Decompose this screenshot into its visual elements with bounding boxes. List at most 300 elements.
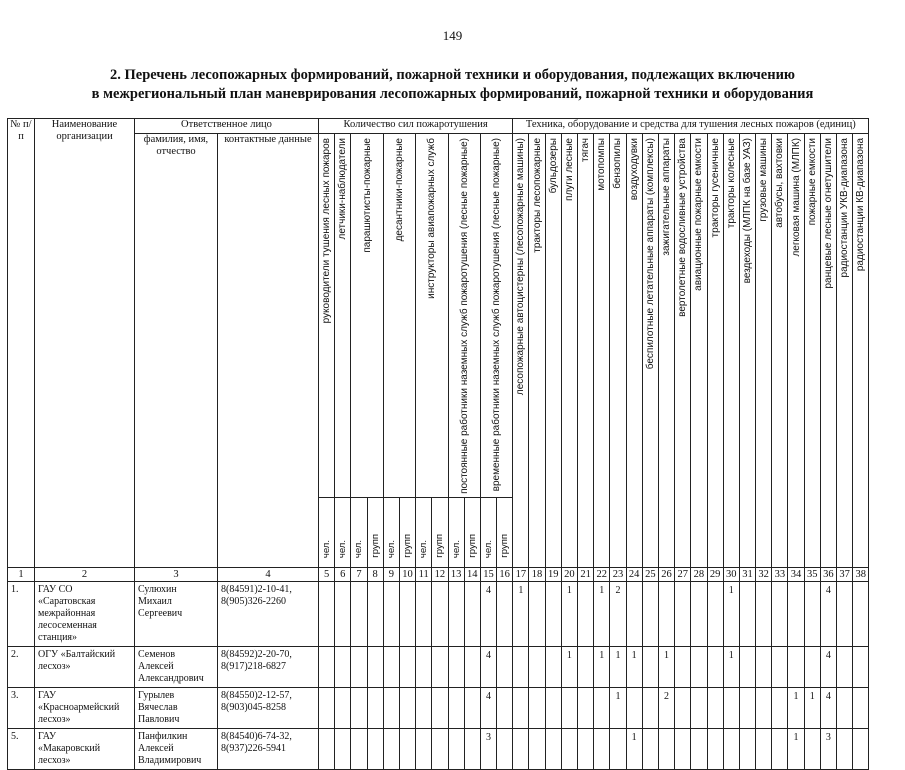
value-cell: [642, 581, 658, 646]
unit-label: чел.: [353, 539, 365, 558]
value-cell: [529, 646, 545, 687]
equipment-column-header: [772, 134, 788, 568]
unit-header: [448, 497, 464, 567]
header-equipment: Техника, оборудование и средства для тушения лесных пожаров (единиц): [513, 119, 869, 134]
title-line-1: 2. Перечень лесопожарных формирований, пожарной техники и оборудования, подлежащих включению: [109, 67, 796, 83]
value-cell: [756, 687, 772, 728]
responsible-person-line: Алексей: [138, 660, 174, 672]
force-group-label: руководители тушения лесных пожаров: [321, 138, 333, 324]
value-cell: [756, 646, 772, 687]
value-cell: [788, 581, 804, 646]
unit-label: чел.: [482, 539, 494, 558]
header-fio: фамилия, имя, отчество: [135, 134, 218, 568]
value-cell: [626, 581, 642, 646]
value-cell: [529, 728, 545, 769]
header-num: № п/п: [8, 119, 35, 568]
value-cell: [545, 728, 561, 769]
column-number: 7: [351, 567, 367, 581]
column-number: 23: [610, 567, 626, 581]
unit-label: чел.: [337, 539, 349, 558]
value-cell: 4: [480, 581, 496, 646]
responsible-person-line: Сергеевич: [138, 607, 183, 619]
value-cell: [513, 646, 529, 687]
equipment-column-header: [756, 134, 772, 568]
value-cell: 1: [561, 646, 577, 687]
value-cell: [837, 687, 853, 728]
value-cell: 1: [723, 581, 739, 646]
column-number: 38: [853, 567, 869, 581]
table-row: [8, 728, 869, 769]
value-cell: 1: [788, 687, 804, 728]
value-cell: [351, 581, 367, 646]
contact-data-line: 8(917)218-6827: [221, 660, 286, 672]
value-cell: [464, 687, 480, 728]
value-cell: [675, 646, 691, 687]
value-cell: [448, 687, 464, 728]
responsible-person: [135, 581, 218, 646]
force-group-label: десантники-пожарные: [393, 138, 405, 242]
force-group-label: постоянные работники наземных служб пожаротушения (лесные пожарные): [458, 138, 470, 494]
value-cell: [658, 581, 674, 646]
value-cell: [707, 687, 723, 728]
equipment-column-label: тракторы гусеничные: [709, 138, 721, 238]
column-number: 22: [594, 567, 610, 581]
responsible-person: [135, 728, 218, 769]
value-cell: [432, 581, 448, 646]
value-cell: [448, 728, 464, 769]
equipment-column-label: вертолетные водосливные устройства: [677, 138, 689, 317]
value-cell: [642, 728, 658, 769]
value-cell: [691, 581, 707, 646]
value-cell: [804, 646, 820, 687]
value-cell: [399, 581, 415, 646]
force-group-header: [351, 134, 383, 498]
value-cell: [658, 728, 674, 769]
force-group-label: парашютисты-пожарные: [361, 138, 373, 253]
unit-label: групп: [499, 534, 511, 558]
value-cell: [351, 646, 367, 687]
value-cell: [545, 687, 561, 728]
value-cell: [853, 646, 869, 687]
page-number: 149: [442, 28, 463, 43]
value-cell: [772, 581, 788, 646]
value-cell: [707, 581, 723, 646]
contact-data-line: 8(937)226-5941: [221, 742, 286, 754]
value-cell: [335, 687, 351, 728]
value-cell: [545, 646, 561, 687]
value-cell: 4: [820, 581, 836, 646]
value-cell: 4: [480, 687, 496, 728]
force-group-header: [448, 134, 480, 498]
header-responsible: Ответственное лицо: [135, 119, 319, 134]
column-number: 10: [399, 567, 415, 581]
column-number: 31: [739, 567, 755, 581]
equipment-column-label: зажигательные аппараты: [661, 138, 673, 256]
organization-name-line: лесосеменная: [38, 619, 97, 631]
column-number: 2: [35, 567, 135, 581]
value-cell: 4: [820, 687, 836, 728]
equipment-column-header: [594, 134, 610, 568]
page-title: [0, 66, 905, 104]
value-cell: [367, 728, 383, 769]
value-cell: [464, 581, 480, 646]
unit-label: групп: [434, 534, 446, 558]
value-cell: 2: [658, 687, 674, 728]
unit-header: [351, 497, 367, 567]
value-cell: [578, 581, 594, 646]
column-number: 20: [561, 567, 577, 581]
contact-data: [218, 581, 319, 646]
value-cell: [399, 728, 415, 769]
value-cell: [383, 687, 399, 728]
unit-header: [480, 497, 496, 567]
value-cell: 4: [820, 646, 836, 687]
organization-name-line: «Саратовская: [38, 595, 96, 607]
table-row: [8, 687, 869, 728]
value-cell: [739, 581, 755, 646]
value-cell: [837, 581, 853, 646]
column-number: 28: [691, 567, 707, 581]
column-number: 13: [448, 567, 464, 581]
column-number: 11: [416, 567, 432, 581]
force-group-header: [319, 134, 335, 498]
value-cell: [529, 581, 545, 646]
responsible-person: [135, 646, 218, 687]
equipment-column-header: [610, 134, 626, 568]
column-number: 34: [788, 567, 804, 581]
value-cell: [691, 728, 707, 769]
column-number: 25: [642, 567, 658, 581]
value-cell: [335, 728, 351, 769]
responsible-person-line: Вячеслав: [138, 701, 178, 713]
value-cell: [772, 646, 788, 687]
equipment-column-label: ранцевые лесные огнетушители: [822, 138, 834, 289]
unit-header: [399, 497, 415, 567]
value-cell: [739, 687, 755, 728]
value-cell: [707, 646, 723, 687]
equipment-column-label: беспилотные летательные аппараты (комплексы): [644, 138, 656, 370]
value-cell: 1: [610, 687, 626, 728]
value-cell: 4: [480, 646, 496, 687]
value-cell: [756, 581, 772, 646]
equipment-column-label: тракторы колесные: [725, 138, 737, 229]
responsible-person-line: Владимирович: [138, 754, 202, 766]
header-org: Наименование организации: [35, 119, 135, 568]
unit-label: групп: [402, 534, 414, 558]
value-cell: [432, 646, 448, 687]
value-cell: [399, 687, 415, 728]
organization-name-line: межрайонная: [38, 607, 96, 619]
value-cell: [367, 687, 383, 728]
value-cell: [675, 687, 691, 728]
value-cell: [837, 728, 853, 769]
equipment-column-label: воздуходувки: [628, 138, 640, 201]
value-cell: [594, 687, 610, 728]
unit-header: [497, 497, 513, 567]
value-cell: [416, 687, 432, 728]
equipment-column-header: [788, 134, 804, 568]
value-cell: 2: [610, 581, 626, 646]
responsible-person-line: Гурылев: [138, 689, 175, 701]
equipment-column-header: [820, 134, 836, 568]
header-contacts: контактные данные: [218, 134, 319, 568]
value-cell: 1: [626, 646, 642, 687]
value-cell: [464, 728, 480, 769]
equipment-column-label: плуги лесные: [563, 138, 575, 201]
organization-name: [35, 581, 135, 646]
column-number: 6: [335, 567, 351, 581]
value-cell: [561, 728, 577, 769]
value-cell: [497, 728, 513, 769]
value-cell: [513, 728, 529, 769]
header-row-labels: [8, 134, 869, 498]
equipment-column-header: [561, 134, 577, 568]
column-number: 19: [545, 567, 561, 581]
column-number: 33: [772, 567, 788, 581]
value-cell: [642, 687, 658, 728]
responsible-person-line: Павлович: [138, 713, 180, 725]
value-cell: [772, 687, 788, 728]
organization-name-line: ОГУ «Балтайский: [38, 648, 116, 660]
organization-name-line: лесхоз»: [38, 713, 71, 725]
equipment-column-header: [626, 134, 642, 568]
organization-name: [35, 687, 135, 728]
value-cell: [723, 728, 739, 769]
contact-data: [218, 687, 319, 728]
responsible-person-line: Александрович: [138, 672, 204, 684]
value-cell: [545, 581, 561, 646]
contact-data-line: 8(84592)2-20-70,: [221, 648, 292, 660]
value-cell: 1: [804, 687, 820, 728]
column-number: 5: [319, 567, 335, 581]
unit-header: [464, 497, 480, 567]
title-line-2: в межрегиональный план маневрирования лесопожарных формирований, пожарной техники и оборудования: [91, 86, 814, 102]
equipment-column-header: [545, 134, 561, 568]
column-number: 3: [135, 567, 218, 581]
value-cell: [335, 646, 351, 687]
value-cell: [351, 728, 367, 769]
value-cell: 1: [723, 646, 739, 687]
row-number: 1.: [8, 581, 35, 646]
value-cell: [383, 728, 399, 769]
value-cell: [432, 728, 448, 769]
value-cell: 3: [820, 728, 836, 769]
force-group-label: инструкторы авиапожарных служб: [426, 138, 438, 299]
equipment-column-label: вездеходы (МЛПК на базе УАЗ): [741, 138, 753, 284]
value-cell: 1: [561, 581, 577, 646]
equipment-column-header: [739, 134, 755, 568]
organization-name: [35, 728, 135, 769]
unit-header: [319, 497, 335, 567]
equipment-column-label: тракторы лесопожарные: [531, 138, 543, 253]
value-cell: 1: [626, 728, 642, 769]
value-cell: [513, 687, 529, 728]
table-row: [8, 646, 869, 687]
column-number: 18: [529, 567, 545, 581]
value-cell: [367, 581, 383, 646]
equipment-column-label: радиостанции КВ-диапазона: [855, 138, 867, 272]
value-cell: 1: [513, 581, 529, 646]
value-cell: [432, 687, 448, 728]
contact-data-line: 8(84550)2-12-57,: [221, 689, 292, 701]
equipment-column-label: тягач: [580, 138, 592, 162]
equipment-column-header: [658, 134, 674, 568]
value-cell: [351, 687, 367, 728]
column-number: 26: [658, 567, 674, 581]
value-cell: [853, 728, 869, 769]
value-cell: 1: [594, 581, 610, 646]
column-number: 36: [820, 567, 836, 581]
value-cell: [497, 687, 513, 728]
value-cell: [853, 687, 869, 728]
column-number: 14: [464, 567, 480, 581]
column-number: 17: [513, 567, 529, 581]
row-number: 3.: [8, 687, 35, 728]
unit-header: [383, 497, 399, 567]
responsible-person-line: Михаил: [138, 595, 172, 607]
equipment-column-header: [578, 134, 594, 568]
organization-name-line: ГАУ СО: [38, 583, 73, 595]
value-cell: [675, 728, 691, 769]
column-number: 12: [432, 567, 448, 581]
value-cell: [319, 687, 335, 728]
equipment-column-label: автобусы, вахтовки: [774, 138, 786, 228]
organization-name-line: лесхоз»: [38, 660, 71, 672]
equipment-column-label: радиостанции УКВ-диапазона: [839, 138, 851, 278]
unit-label: групп: [369, 534, 381, 558]
equipment-column-label: лесопожарные автоцистерны (лесопожарные машины): [515, 138, 527, 396]
value-cell: [529, 687, 545, 728]
unit-label: чел.: [418, 539, 430, 558]
equipment-column-header: [853, 134, 869, 568]
value-cell: [837, 646, 853, 687]
value-cell: [561, 687, 577, 728]
contact-data: [218, 646, 319, 687]
column-number: 8: [367, 567, 383, 581]
equipment-column-header: [804, 134, 820, 568]
column-number: 24: [626, 567, 642, 581]
equipment-column-label: бензопилы: [612, 138, 624, 189]
organization-name-line: «Макаровский: [38, 742, 101, 754]
header-row-top: [8, 119, 869, 134]
equipment-column-header: [837, 134, 853, 568]
column-number: 9: [383, 567, 399, 581]
value-cell: [723, 687, 739, 728]
responsible-person-line: Алексей: [138, 742, 174, 754]
equipment-column-label: мотопомпы: [596, 138, 608, 191]
organization-name-line: «Красноармейский: [38, 701, 120, 713]
equipment-column-header: [707, 134, 723, 568]
force-group-header: [480, 134, 512, 498]
value-cell: 1: [658, 646, 674, 687]
equipment-column-label: авиационные пожарные емкости: [693, 138, 705, 291]
value-cell: [772, 728, 788, 769]
equipment-column-header: [513, 134, 529, 568]
value-cell: [739, 646, 755, 687]
force-group-header: [416, 134, 448, 498]
column-number: 30: [723, 567, 739, 581]
value-cell: 1: [594, 646, 610, 687]
value-cell: 1: [610, 646, 626, 687]
value-cell: [691, 687, 707, 728]
contact-data-line: 8(905)326-2260: [221, 595, 286, 607]
value-cell: [578, 728, 594, 769]
value-cell: [610, 728, 626, 769]
unit-header: [432, 497, 448, 567]
column-number-row: [8, 567, 869, 581]
column-number: 1: [8, 567, 35, 581]
equipment-column-label: легковая машина (МЛПК): [790, 138, 802, 257]
value-cell: [691, 646, 707, 687]
value-cell: [416, 728, 432, 769]
equipment-column-header: [642, 134, 658, 568]
header-forces: Количество сил пожаротушения: [319, 119, 513, 134]
force-group-label: летчики-наблюдатели: [337, 138, 349, 240]
value-cell: [319, 581, 335, 646]
contact-data: [218, 728, 319, 769]
column-number: 35: [804, 567, 820, 581]
value-cell: 3: [480, 728, 496, 769]
unit-label: чел.: [385, 539, 397, 558]
value-cell: [319, 646, 335, 687]
value-cell: [594, 728, 610, 769]
row-number: 2.: [8, 646, 35, 687]
column-number: 21: [578, 567, 594, 581]
organization-name: [35, 646, 135, 687]
unit-label: чел.: [321, 539, 333, 558]
unit-header: [416, 497, 432, 567]
responsible-person: [135, 687, 218, 728]
value-cell: [497, 581, 513, 646]
column-number: 16: [497, 567, 513, 581]
column-number: 15: [480, 567, 496, 581]
value-cell: [853, 581, 869, 646]
value-cell: [642, 646, 658, 687]
value-cell: [497, 646, 513, 687]
equipment-column-header: [675, 134, 691, 568]
value-cell: [788, 646, 804, 687]
value-cell: [335, 581, 351, 646]
unit-label: групп: [466, 534, 478, 558]
value-cell: [448, 581, 464, 646]
value-cell: [756, 728, 772, 769]
force-group-header: [335, 134, 351, 498]
organization-name-line: лесхоз»: [38, 754, 71, 766]
force-group-header: [383, 134, 415, 498]
value-cell: [367, 646, 383, 687]
value-cell: [626, 687, 642, 728]
contact-data-line: 8(84540)6-74-32,: [221, 730, 292, 742]
value-cell: [448, 646, 464, 687]
column-number: 4: [218, 567, 319, 581]
unit-label: чел.: [450, 539, 462, 558]
value-cell: [383, 646, 399, 687]
equipment-column-header: [529, 134, 545, 568]
value-cell: [578, 646, 594, 687]
column-number: 27: [675, 567, 691, 581]
value-cell: [416, 646, 432, 687]
organization-name-line: ГАУ: [38, 730, 57, 742]
equipment-column-header: [723, 134, 739, 568]
force-group-label: временные работники наземных служб пожаротушения (лесные пожарные): [491, 138, 503, 492]
unit-header: [335, 497, 351, 567]
equipment-column-header: [691, 134, 707, 568]
equipment-column-label: грузовые машины: [758, 138, 770, 222]
organization-name-line: станция»: [38, 631, 78, 643]
responsible-person-line: Сулюхин: [138, 583, 177, 595]
organization-name-line: ГАУ: [38, 689, 57, 701]
table-row: [8, 581, 869, 646]
